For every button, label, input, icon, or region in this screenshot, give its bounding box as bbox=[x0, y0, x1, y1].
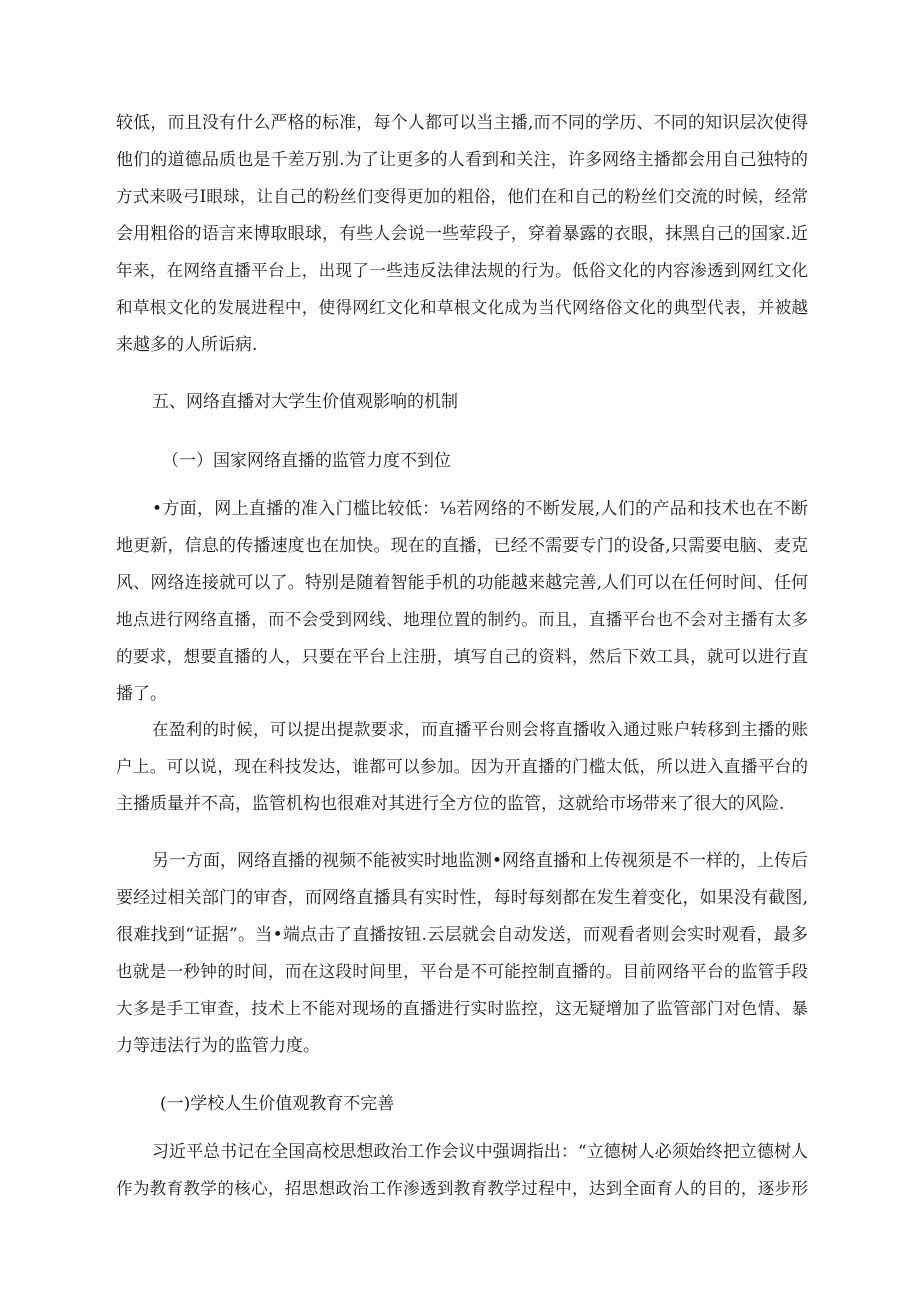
body-text-line: 要经过相关部门的审杳，而网络直播具有实时性，每时每刻都在发生着变化，如果没有截图, bbox=[116, 888, 808, 908]
body-text-line: 会用粗俗的语言来博取眼球，有些人会说一些荤段子，穿着暴露的衣眼，抹黑自己的国家.近 bbox=[116, 224, 808, 244]
body-text-line: 很难找到“证据”。当•端点击了直播按钮.云层就会自动发送，而观看者则会实时观看，最多 bbox=[116, 925, 808, 945]
body-text-line: 户上。可以说，现在科技发达，谁都可以参加。因为开直播的门槛太低，所以进入直播平台的 bbox=[116, 757, 808, 776]
subsection-heading: (一)学校人生价值观教育不完善 bbox=[160, 1094, 395, 1114]
body-text-line: 播了。 bbox=[116, 684, 167, 704]
body-text-line: 较低，而且没有什么严格的标准，每个人都可以当主播,而不同的学历、不同的知识层次使得 bbox=[116, 113, 808, 133]
section-heading: 五、网络直播对大学生价值观影响的机制 bbox=[152, 392, 458, 412]
body-text-line: 年来，在网络直播平台上，出现了一些违反法律法规的行为。低俗文化的内容渗透到网红文化 bbox=[116, 261, 808, 280]
body-text-line: 的要求，想要直播的人，只要在平台上注册，填写自己的资料，然后下效工具，就可以进行直 bbox=[116, 647, 808, 666]
body-text-line: 大多是手工审查，技术上不能对现场的直播进行实时监控，这无疑增加了监管部门对色情、暴 bbox=[116, 999, 808, 1018]
body-text-line: 风、网络连接就可以了。特别是随着智能手机的功能越来越完善,人们可以在任何时间、任何 bbox=[116, 573, 808, 593]
body-text-line: 他们的道德品质也是千差万别.为了让更多的人看到和关注，许多网络主播都会用自己独特的 bbox=[116, 150, 808, 170]
body-text-line: 作为教育教学的核心，招思想政治工作渗透到教育教学过程中，达到全面育人的目的，逐步形 bbox=[116, 1179, 808, 1198]
body-text-line: 地更新，信息的传播速度也在加快。现在的直播，已经不需要专门的设备,只需要电脑、麦克 bbox=[116, 536, 808, 556]
body-text-line: 方式来吸弓I眼球，让自己的粉丝们变得更加的粗俗，他们在和自己的粉丝们交流的时候，经常 bbox=[116, 187, 808, 206]
body-text-line: 和草根文化的发展进程中，使得网红文化和草根文化成为当代网络俗文化的典型代表，并被越 bbox=[116, 298, 808, 317]
body-text-line: 力等违法行为的监管力度。 bbox=[116, 1036, 320, 1056]
body-text-line: 另一方面，网络直播的视频不能被实时地监测•网络直播和上传视须是不一样的，上传后 bbox=[152, 851, 809, 871]
body-text-line: 也就是一秒钟的时间，而在这段时间里，平台是不可能控制直播的。目前网络平台的监管手段 bbox=[116, 962, 808, 981]
body-text-line: 来越多的人所诟病. bbox=[116, 335, 258, 355]
body-text-line: 地点进行网络直播，而不会受到网线、地理位置的制约。而且，直播平台也不会对主播有太多 bbox=[116, 610, 808, 629]
body-text-line: 在盈利的时候，可以提出提款要求，而直播平台则会将直播收入通过账户转移到主播的账 bbox=[152, 720, 808, 739]
body-text-line: 习近平总书记在全国高校思想政治工作会议中强调指出：“立德树人必须始终把立德树人 bbox=[152, 1142, 808, 1162]
body-text-line: 主播质量并不高，监管机构也很难对其进行全方位的监管，这就给市场带来了很大的风险. bbox=[116, 794, 785, 814]
subsection-heading: （一）国家网络直播的监管力度不到位 bbox=[162, 451, 451, 471]
body-text-line: •方面，网上直播的准入门槛比较低：⅛若网络的不断发展,人们的产品和技术也在不断 bbox=[152, 499, 808, 519]
